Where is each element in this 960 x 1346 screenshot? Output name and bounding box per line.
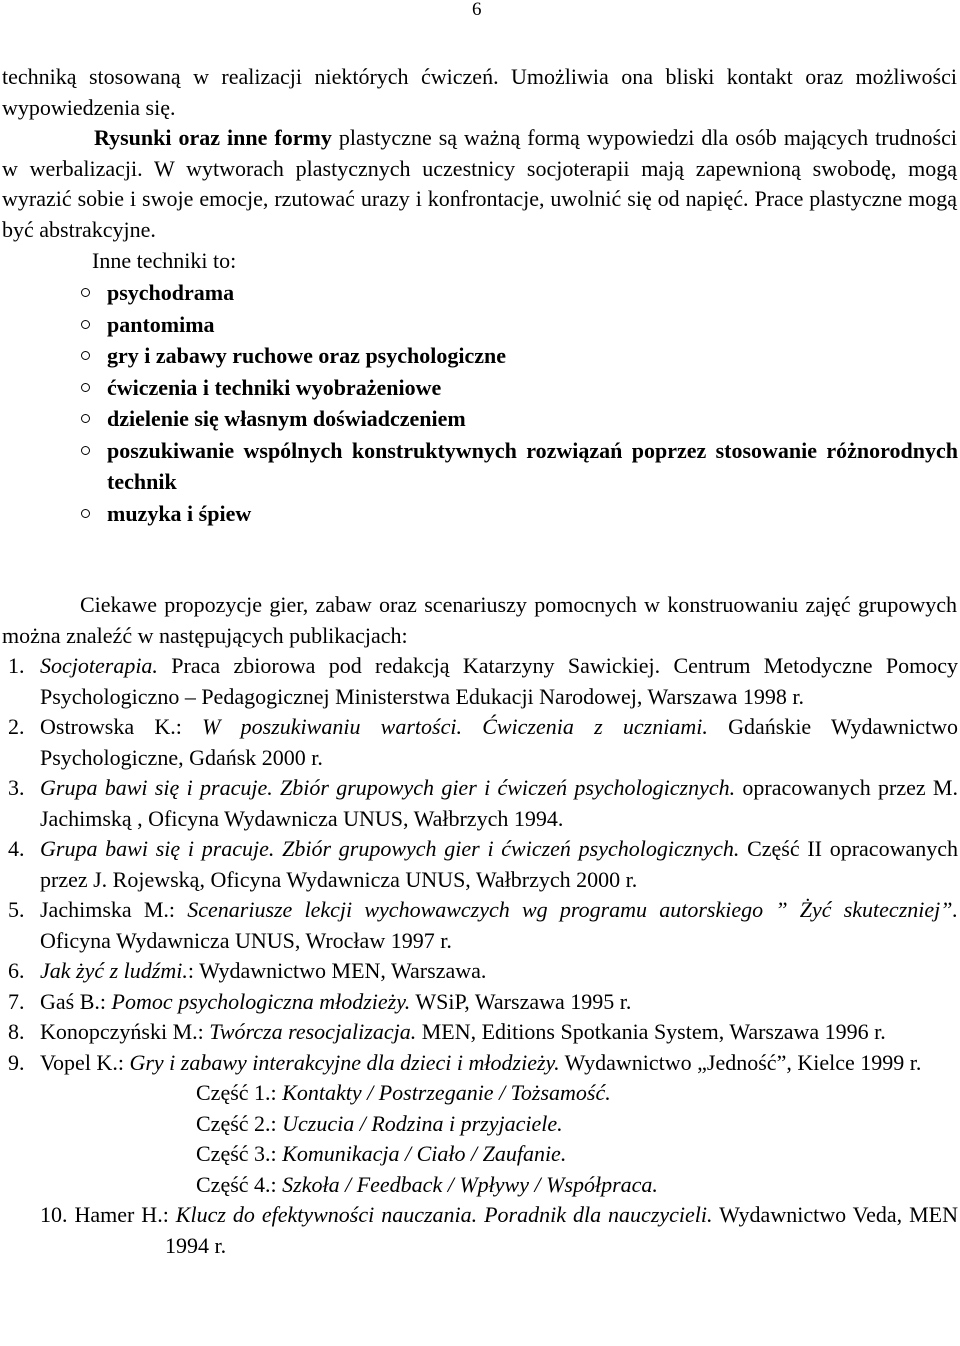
reference-author: Jachimska M.: <box>40 897 188 922</box>
list-item-text: ćwiczenia i techniki wyobrażeniowe <box>107 374 442 400</box>
reference-title: W poszukiwaniu wartości. Ćwiczenia z uczniami. <box>202 714 708 739</box>
reference-details: MEN, Editions Spotkania System, Warszawa 1996 r. <box>416 1019 886 1044</box>
bold-phrase: Rysunki oraz inne formy <box>94 125 332 150</box>
reference-number: 4. <box>8 836 25 861</box>
references-list <box>0 651 958 1261</box>
reference-title: Grupa bawi się i pracuje. Zbiór grupowych gier i ćwiczeń psychologicznych. <box>40 775 736 800</box>
page-number: 6 <box>472 0 482 20</box>
reference-item <box>0 651 958 712</box>
reference-number: 10. <box>40 1202 68 1227</box>
list-item-text: dzielenie się własnym doświadczeniem <box>107 406 466 431</box>
list-item <box>0 403 958 435</box>
bullet-icon <box>81 446 90 455</box>
reference-number: 9. <box>8 1049 25 1075</box>
paragraph-plastic-forms <box>2 123 957 245</box>
reference-number: 1. <box>8 653 25 678</box>
reference-details: opracowanych przez M. Jachimską , Oficyna Wydawnicza UNUS, Wałbrzych 1994. <box>40 775 958 831</box>
part-label: Część 4.: <box>196 1171 283 1197</box>
bullet-icon <box>81 509 90 518</box>
reference-author: Vopel K.: <box>40 1049 130 1075</box>
reference-number: 7. <box>8 988 25 1014</box>
reference-title: Socjoterapia. <box>40 653 158 678</box>
list-item <box>0 340 958 372</box>
reference-title: Twórcza resocjalizacja. <box>209 1019 417 1044</box>
reference-author: Hamer H.: <box>67 1202 176 1227</box>
reference-details: Wydawnictwo „Jedność”, Kielce 1999 r. <box>559 1049 922 1075</box>
reference-item <box>0 712 958 773</box>
reference-title: Grupa bawi się i pracuje. Zbiór grupowych gier i ćwiczeń psychologicznych. <box>40 836 740 861</box>
paragraph-rest: plastyczne są ważną formą wypowiedzi dla osób mających trudności w werbalizacji. W wytworach plastycznych uczestnicy socjoterapii mają zapewnioną swobodę, mogą wyrazić sobie i swoje emocje, rzutować urazy i konfrontacje, uwolnić się od napięć. Prace plastyczne mogą być abstrakcyjne. <box>2 125 957 242</box>
book-part <box>196 1139 958 1170</box>
bullet-icon <box>81 351 90 360</box>
reference-details: : Wydawnictwo MEN, Warszawa. <box>187 958 487 983</box>
techniques-list <box>0 277 958 529</box>
reference-item <box>0 956 958 987</box>
reference-title: Jak żyć z ludźmi. <box>40 958 188 983</box>
list-item-text: psychodrama <box>107 280 235 305</box>
list-item-text: gry i zabawy ruchowe oraz psychologiczne <box>107 343 506 368</box>
book-part <box>196 1170 958 1201</box>
reference-author: Ostrowska K.: <box>40 714 203 739</box>
publications-intro: Ciekawe propozycje gier, zabaw oraz scenariuszy pomocnych w konstruowaniu zajęć grupowych można znaleźć w następujących publikacjach: <box>2 592 957 648</box>
list-item <box>0 435 958 498</box>
bullet-icon <box>81 320 90 329</box>
reference-details: WSiP, Warszawa 1995 r. <box>410 988 632 1014</box>
reference-details: Praca zbiorowa pod redakcją Katarzyny Sawickiej. Centrum Metodyczne Pomocy Psychologiczno – Pedagogicznej Ministerstwa Edukacji Narodowej, Warszawa 1998 r. <box>40 653 958 709</box>
reference-number: 3. <box>8 775 25 800</box>
reference-title: Klucz do efektywności nauczania. Poradnik dla nauczycieli. <box>175 1202 713 1227</box>
reference-item <box>0 1017 958 1048</box>
list-item <box>0 309 958 341</box>
list-item-text: poszukiwanie wspólnych konstruktywnych rozwiązań poprzez stosowanie różnorodnych technik <box>107 437 958 494</box>
reference-number: 6. <box>8 958 25 983</box>
list-item-text: pantomima <box>107 311 215 337</box>
book-parts <box>0 1078 958 1200</box>
bullet-icon <box>81 288 90 297</box>
reference-author: Gaś B.: <box>40 988 112 1014</box>
reference-item <box>0 895 958 956</box>
part-label: Część 3.: <box>196 1141 283 1166</box>
reference-item <box>0 773 958 834</box>
reference-item <box>0 834 958 895</box>
reference-details: Gdańskie Wydawnictwo Psychologiczne, Gdańsk 2000 r. <box>40 714 959 770</box>
list-item <box>0 372 958 404</box>
reference-number: 2. <box>8 714 25 739</box>
list-item <box>0 498 958 530</box>
techniques-intro: Inne techniki to: <box>92 248 237 273</box>
book-part <box>196 1078 958 1109</box>
paragraph-intro: techniką stosowaną w realizacji niektórych ćwiczeń. Umożliwia ona bliski kontakt oraz możliwości wypowiedzenia się. <box>2 64 957 120</box>
reference-number: 5. <box>8 897 25 922</box>
reference-title: Scenariusze lekcji wychowawczych wg programu autorskiego ” Żyć skuteczniej”. <box>187 897 958 922</box>
bullet-icon <box>81 383 90 392</box>
list-item-text: muzyka i śpiew <box>107 500 252 526</box>
part-title: Komunikacja / Ciało / Zaufanie. <box>282 1141 567 1166</box>
part-label: Część 1.: <box>196 1080 283 1105</box>
part-title: Uczucia / Rodzina i przyjaciele. <box>282 1110 563 1136</box>
reference-item <box>0 1048 958 1079</box>
book-part <box>196 1109 958 1140</box>
reference-author: Konopczyński M.: <box>40 1019 210 1044</box>
reference-number: 8. <box>8 1019 25 1044</box>
part-label: Część 2.: <box>196 1110 283 1136</box>
reference-details: Część II opracowanych przez J. Rojewską, Oficyna Wydawnicza UNUS, Wałbrzych 2000 r. <box>40 836 958 892</box>
bullet-icon <box>81 414 90 423</box>
reference-details: Oficyna Wydawnicza UNUS, Wrocław 1997 r. <box>40 927 452 953</box>
list-item <box>0 277 958 309</box>
reference-item <box>0 987 958 1018</box>
reference-item <box>0 1200 958 1261</box>
reference-title: Gry i zabawy interakcyjne dla dzieci i młodzieży. <box>129 1049 560 1075</box>
reference-details: Wydawnictwo Veda, MEN 1994 r. <box>165 1202 958 1258</box>
part-title: Szkoła / Feedback / Wpływy / Współpraca. <box>282 1171 658 1197</box>
reference-title: Pomoc psychologiczna młodzieży. <box>111 988 411 1014</box>
part-title: Kontakty / Postrzeganie / Tożsamość. <box>282 1080 611 1105</box>
